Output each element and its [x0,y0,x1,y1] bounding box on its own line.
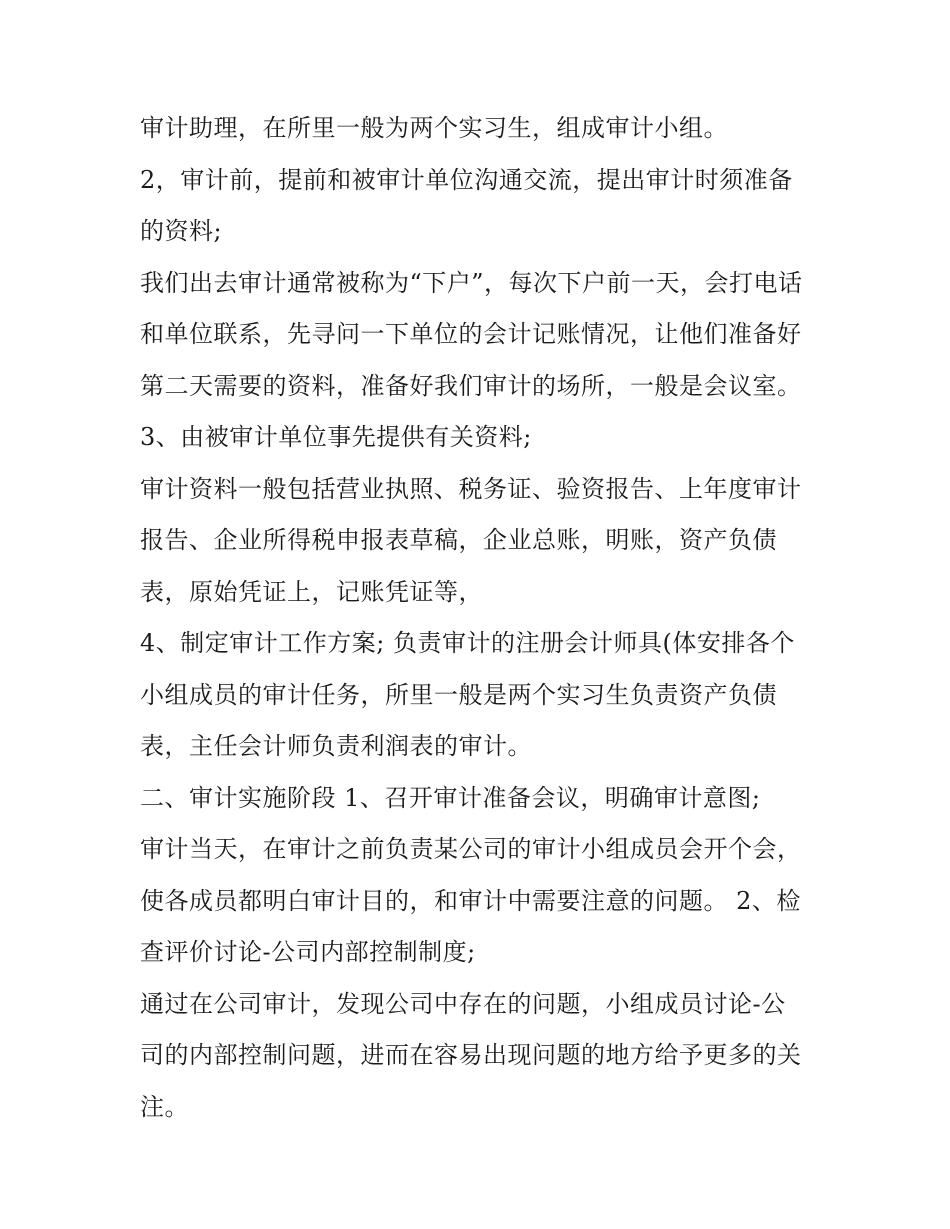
text-line: 审计当天，在审计之前负责某公司的审计小组成员会开个会， [140,835,802,863]
body-text [140,103,815,1133]
text-line: 司的内部控制问题，进而在容易出现问题的地方给予更多的关 [140,1041,802,1069]
text-line: 第二天需要的资料，准备好我们审计的场所，一般是会议室。 [140,371,802,400]
text-line: 注。 [140,1092,189,1121]
text-line: 4、制定审计工作方案; 负责审计的注册会计师具(体安排各个 [140,629,795,657]
text-line: 我们出去审计通常被称为“下户”，每次下户前一天，会打电话 [140,268,803,297]
text-line: 审计资料一般包括营业执照、税务证、验资报告、上年度审计 [140,474,802,503]
text-line: 审计助理，在所里一般为两个实习生，组成审计小组。 [140,114,728,142]
text-line: 通过在公司审计，发现公司中存在的问题，小组成员讨论-公 [140,989,786,1018]
text-line: 报告、企业所得税申报表草稿，企业总账，明账，资产负债 [140,526,777,554]
text-line: 小组成员的审计任务，所里一般是两个实习生负责资产负债 [140,680,777,709]
text-line: 表，原始凭证上，记账凭证等， [140,577,483,606]
text-line: 查评价讨论-公司内部控制制度; [140,938,476,966]
text-line: 和单位联系，先寻问一下单位的会计记账情况，让他们准备好 [140,320,802,348]
text-line: 的资料; [140,217,223,245]
text-line: 二、审计实施阶段 1、召开审计准备会议，明确审计意图; [140,783,761,812]
text-line: 使各成员都明白审计目的，和审计中需要注意的问题。 2、检 [140,886,801,915]
text-line: 表，主任会计师负责利润表的审计。 [140,732,532,760]
text-line: 3、由被审计单位事先提供有关资料; [140,423,532,451]
text-line: 2，审计前，提前和被审计单位沟通交流，提出审计时须准备 [140,165,793,194]
